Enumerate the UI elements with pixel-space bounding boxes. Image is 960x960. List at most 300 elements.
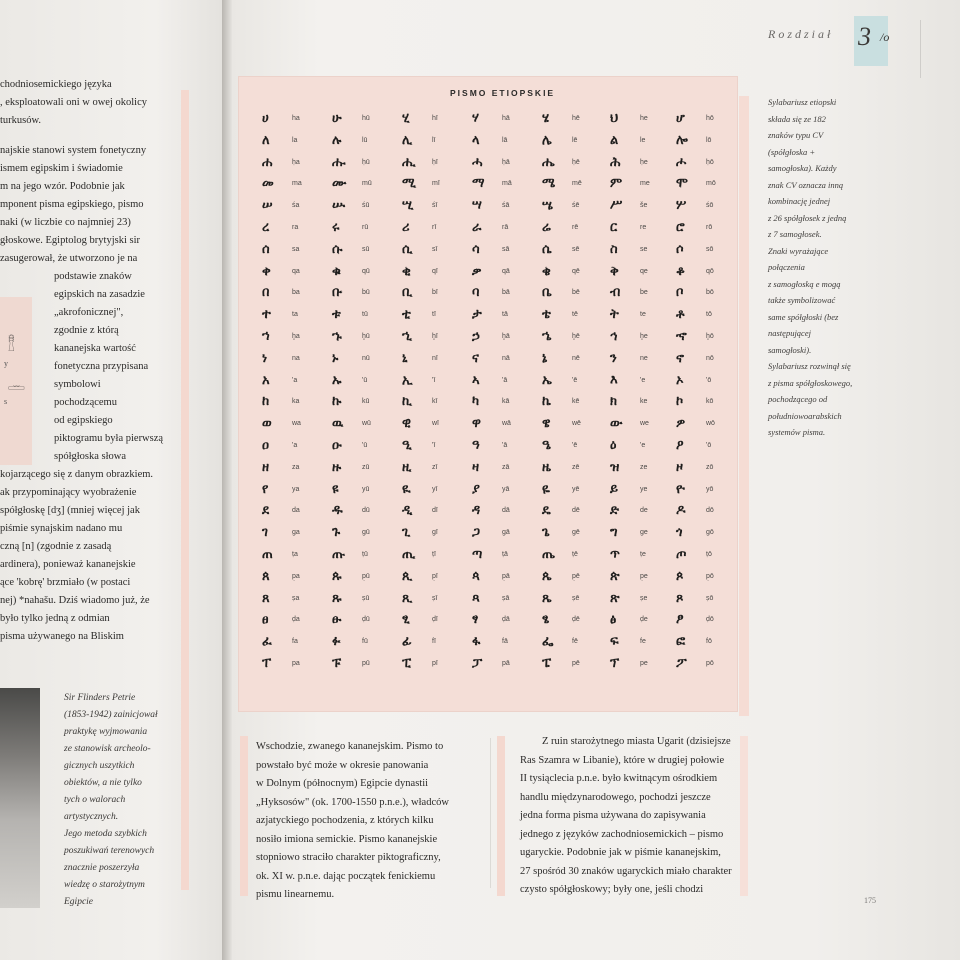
ethiopic-glyph: ፑ	[332, 656, 342, 671]
transliteration: na	[292, 354, 300, 362]
transliteration: p̣e	[640, 572, 648, 580]
ethiopic-glyph: ፀ	[262, 612, 269, 628]
ethiopic-glyph: ሰ	[262, 241, 270, 257]
ethiopic-glyph: ር	[610, 220, 618, 235]
transliteration: kē	[572, 398, 580, 406]
transliteration: 'e	[640, 442, 646, 449]
ethiopic-glyph: ቲ	[402, 307, 411, 323]
ethiopic-glyph: ዖ	[676, 438, 684, 453]
ethiopic-glyph: ሥ	[610, 198, 623, 214]
transliteration: zē	[572, 463, 580, 471]
ethiopic-glyph: ዒ	[402, 438, 412, 453]
transliteration: tī	[432, 311, 436, 319]
transliteration: sū	[362, 245, 370, 253]
transliteration: me	[640, 180, 650, 188]
transliteration: fā	[502, 638, 508, 646]
text-line: chodniosemickiego języka	[0, 79, 112, 90]
text-line: zgodnie z którą	[54, 325, 119, 336]
ethiopic-glyph: ዬ	[542, 481, 550, 497]
ethiopic-glyph: ሙ	[332, 176, 347, 192]
ethiopic-glyph: ቦ	[676, 285, 684, 301]
side-margin-bar	[739, 96, 749, 716]
side-caption-line: Znaki wyrażające	[768, 245, 829, 256]
ethiopic-glyph: ይ	[610, 481, 618, 497]
transliteration: ke	[640, 398, 648, 406]
transliteration: ṣa	[292, 594, 300, 602]
transliteration: ga	[292, 529, 300, 537]
body-line: ugaryckie. Podobnie jak w piśmie kananejskim,	[520, 847, 721, 858]
ethiopic-glyph: ሓ	[472, 154, 483, 170]
text-line: czną [n] (zgodnie z zasadą	[0, 541, 112, 552]
transliteration: ka	[292, 398, 300, 406]
ethiopic-glyph: ኣ	[472, 372, 480, 388]
ethiopic-glyph: ሞ	[676, 176, 688, 192]
transliteration: nū	[362, 354, 370, 362]
text-line: fonetyczna przypisana	[54, 361, 149, 372]
transliteration: wē	[572, 420, 581, 428]
transliteration: ya	[292, 485, 300, 493]
transliteration: le	[640, 136, 646, 144]
ethiopic-glyph: ሎ	[676, 132, 688, 148]
transliteration: gī	[432, 529, 438, 537]
ethiopic-glyph: ዮ	[676, 481, 685, 497]
transliteration: śī	[432, 202, 438, 210]
transliteration: mē	[572, 180, 582, 188]
transliteration: ḍā	[502, 616, 510, 624]
ethiopic-glyph: ቅ	[610, 263, 619, 279]
ethiopic-glyph: ፔ	[542, 656, 552, 671]
transliteration: se	[640, 245, 648, 253]
ethiopic-glyph: ሌ	[542, 132, 552, 148]
column-bar-mid	[497, 736, 505, 896]
transliteration: wa	[292, 420, 301, 428]
transliteration: 'ū	[362, 442, 368, 449]
ethiopic-glyph: ኅ	[610, 329, 618, 344]
body-line: handlu międzynarodowego, pochodzi jeszcze	[520, 791, 711, 803]
ethiopic-glyph: ሦ	[676, 198, 687, 214]
transliteration: qū	[362, 267, 370, 275]
transliteration: hī	[432, 115, 438, 122]
transliteration: gō	[706, 529, 714, 537]
transliteration: zā	[502, 463, 510, 471]
ethiopic-glyph: ሁ	[332, 111, 342, 126]
ethiopic-glyph: ዑ	[332, 438, 342, 453]
side-caption-line: Sylabariusz etiopski	[768, 97, 837, 107]
transliteration: 'ū	[362, 376, 368, 384]
ethiopic-glyph: ጰ	[262, 568, 270, 584]
transliteration: zū	[362, 463, 370, 471]
transliteration: ṭū	[362, 551, 368, 558]
chapter-suffix: /o	[880, 30, 890, 44]
ethiopic-glyph: ሴ	[542, 241, 552, 257]
transliteration: hō	[706, 115, 714, 122]
caption-line: artystycznych.	[64, 812, 119, 822]
ethiopic-glyph: ቄ	[542, 263, 551, 279]
body-line: Wschodzie, zwanego kananejskim. Pismo to	[256, 741, 444, 752]
transliteration: rū	[362, 224, 369, 231]
ethiopic-glyph: ጉ	[332, 525, 341, 541]
transliteration: bō	[706, 289, 714, 297]
side-caption-line: kombinację jednej	[768, 196, 831, 206]
transliteration: ḫī	[432, 333, 438, 340]
caption-line: praktykę wyjmowania	[64, 727, 148, 737]
transliteration: p̣a	[292, 572, 300, 580]
ethiopic-glyph: ኦ	[676, 372, 684, 388]
ethiopic-glyph: ዎ	[676, 416, 686, 432]
ethiopic-glyph: ዜ	[542, 459, 551, 475]
side-caption-line: Sylabariusz rozwinął się	[768, 361, 851, 371]
side-caption-line: samogłoska). Każdy	[768, 163, 837, 173]
ethiopic-glyph: ሢ	[402, 198, 414, 214]
transliteration: ḫē	[572, 333, 580, 340]
ethiopic-glyph: ኬ	[542, 394, 551, 410]
transliteration: nī	[432, 354, 438, 362]
ethiopic-glyph: ኮ	[676, 394, 684, 410]
transliteration: bū	[362, 289, 370, 297]
transliteration: še	[640, 202, 648, 210]
transliteration: ṭa	[292, 551, 298, 558]
transliteration: hē	[572, 115, 580, 122]
transliteration: pā	[502, 660, 510, 667]
transliteration: gū	[362, 529, 370, 537]
left-page	[0, 0, 222, 960]
ethiopic-glyph: ጌ	[542, 525, 550, 541]
ethiopic-glyph: ታ	[472, 307, 482, 323]
transliteration: ḥū	[362, 158, 370, 166]
transliteration: 'a	[292, 376, 298, 384]
ethiopic-glyph: ዴ	[542, 503, 551, 519]
hieroglyph-label: y	[4, 359, 8, 368]
ethiopic-glyph: ኖ	[676, 350, 685, 366]
ethiopic-glyph: በ	[262, 285, 270, 301]
body-line: stopniowo straciło charakter piktograficzny,	[256, 852, 441, 863]
ethiopic-glyph: ኂ	[402, 329, 412, 344]
transliteration: gē	[572, 529, 580, 537]
ethiopic-glyph: ቀ	[262, 263, 271, 279]
body-line: powstało być może w okresie panowania	[256, 759, 429, 771]
caption-line: poszukiwań terenowych	[64, 846, 155, 856]
side-caption-line: systemów pisma.	[768, 427, 826, 437]
ethiopic-glyph: ጦ	[676, 547, 687, 562]
ethiopic-glyph: ያ	[472, 481, 480, 497]
ethiopic-glyph: ዚ	[402, 459, 412, 475]
ethiopic-glyph: ኒ	[402, 350, 408, 366]
ethiopic-glyph: ን	[610, 350, 617, 366]
ethiopic-glyph: ቆ	[676, 263, 685, 279]
ethiopic-glyph: አ	[262, 372, 270, 388]
side-caption-line: składa się ze 182	[768, 113, 826, 124]
ethiopic-glyph: ፄ	[542, 612, 550, 628]
transliteration: ha	[292, 115, 300, 122]
chapter-number: 3	[858, 22, 871, 51]
text-line: spółgłoska słowa	[54, 451, 127, 462]
ethiopic-glyph: ፕ	[610, 656, 620, 671]
transliteration: p̣ā	[502, 572, 510, 580]
transliteration: qī	[432, 267, 438, 275]
ethiopic-glyph: ላ	[472, 132, 480, 148]
transliteration: yē	[572, 485, 580, 493]
ethiopic-glyph: ዘ	[262, 459, 270, 475]
transliteration: ḥō	[706, 158, 714, 166]
transliteration: ṣā	[502, 594, 510, 602]
transliteration: tō	[706, 311, 712, 319]
text-line: naki (w liczbie co najmniej 23)	[0, 217, 131, 228]
ethiopic-glyph: ኄ	[542, 329, 552, 344]
ethiopic-glyph: ብ	[610, 285, 621, 301]
text-line: zasugerował, że utworzono je na	[0, 253, 138, 264]
ethiopic-glyph: ባ	[472, 285, 480, 301]
ethiopic-glyph: ጥ	[610, 547, 620, 562]
text-line: m na jego wzór. Podobnie jak	[0, 181, 125, 192]
ethiopic-glyph: ጾ	[676, 590, 684, 606]
transliteration: nā	[502, 354, 510, 362]
transliteration: ne	[640, 354, 648, 362]
text-line: kananejska wartość	[54, 343, 136, 354]
ethiopic-glyph: ኤ	[542, 372, 552, 388]
ethiopic-glyph: ሑ	[332, 154, 346, 170]
ethiopic-glyph: ኑ	[332, 350, 339, 366]
syllabary-caption	[768, 94, 898, 441]
transliteration: ze	[640, 463, 648, 471]
ethiopic-glyph: ጤ	[542, 547, 555, 562]
ethiopic-glyph: ለ	[262, 132, 270, 148]
transliteration: 'ō	[706, 376, 712, 384]
transliteration: dē	[572, 507, 580, 515]
ethiopic-glyph: ዊ	[402, 416, 411, 432]
ethiopic-glyph: ሶ	[676, 241, 684, 257]
ethiopic-glyph: ሄ	[542, 111, 550, 126]
transliteration: ḍō	[706, 616, 714, 624]
text-line: ące 'kobrę' brzmiało (w postaci	[0, 577, 131, 588]
ethiopic-glyph: ጲ	[402, 568, 413, 584]
transliteration: wū	[362, 420, 371, 428]
transliteration: fa	[292, 638, 298, 646]
transliteration: yī	[432, 485, 438, 493]
side-caption-line: następującej	[768, 328, 811, 338]
transliteration: p̣ē	[572, 572, 580, 580]
ethiopic-glyph: ኔ	[542, 350, 548, 366]
transliteration: zī	[432, 463, 438, 471]
transliteration: kī	[432, 398, 438, 406]
ethiopic-glyph: ግ	[610, 525, 618, 541]
transliteration: 'ī	[432, 442, 436, 449]
book-gutter	[222, 0, 232, 960]
text-line: „akrofonicznej",	[54, 307, 124, 318]
ethiopic-glyph: ው	[610, 416, 623, 432]
ethiopic-glyph: ፓ	[472, 656, 483, 671]
ethiopic-glyph: ሠ	[262, 198, 273, 214]
transliteration: ḫā	[502, 333, 510, 340]
transliteration: qē	[572, 267, 580, 275]
transliteration: wā	[502, 420, 511, 428]
transliteration: 'ē	[572, 442, 578, 449]
transliteration: kā	[502, 398, 510, 406]
body-column-2	[520, 733, 752, 900]
ethiopic-glyph: ኃ	[472, 329, 480, 344]
ethiopic-glyph: ኢ	[402, 372, 413, 388]
ethiopic-glyph: ፋ	[472, 634, 481, 650]
ethiopic-glyph: ሂ	[402, 111, 410, 126]
ethiopic-glyph: ሊ	[402, 132, 413, 148]
ethiopic-glyph: ፁ	[332, 612, 342, 628]
column-bar-left	[240, 736, 248, 896]
ethiopic-glyph: ሱ	[332, 241, 343, 257]
transliteration: pī	[432, 660, 438, 667]
transliteration: śū	[362, 202, 370, 210]
transliteration: qa	[292, 267, 300, 275]
ethiopic-glyph: ዞ	[676, 459, 684, 475]
transliteration: ṣē	[572, 594, 580, 602]
ethiopic-glyph: ነ	[262, 350, 268, 366]
column-rule	[490, 738, 491, 888]
body-line: nosiło imiona semickie. Pismo kananejskie	[256, 833, 438, 845]
ethiopic-glyph: ዲ	[402, 503, 413, 519]
transliteration: mī	[432, 180, 440, 188]
ethiopic-glyph: ህ	[610, 111, 619, 126]
petrie-photo	[0, 688, 40, 908]
transliteration: pū	[362, 660, 370, 667]
ethiopic-glyph: ተ	[262, 307, 271, 323]
ethiopic-glyph: ኁ	[332, 329, 342, 344]
ethiopic-glyph: ፆ	[676, 612, 684, 628]
side-caption-line: połączenia	[768, 262, 805, 272]
ethiopic-glyph: ቤ	[542, 285, 552, 301]
transliteration: 'a	[292, 442, 298, 449]
ethiopic-glyph: ቴ	[542, 307, 551, 323]
ethiopic-glyph: ቢ	[402, 285, 413, 301]
hieroglyph-symbol: 𓊽	[8, 336, 15, 352]
transliteration: fe	[640, 638, 646, 646]
transliteration: kō	[706, 398, 714, 406]
transliteration: te	[640, 311, 646, 319]
caption-line: obiektów, a nie tylko	[64, 778, 142, 788]
text-line: ak przypominający wyobrażenie	[0, 487, 137, 498]
body-line: jedna forma pisma używana do zapisywania	[520, 810, 706, 821]
transliteration: wō	[706, 420, 715, 428]
transliteration: 'ē	[572, 376, 578, 384]
ethiopic-glyph: ፖ	[676, 656, 687, 671]
ethiopic-glyph: ዛ	[472, 459, 480, 475]
transliteration: kū	[362, 398, 370, 406]
transliteration: ra	[292, 224, 299, 231]
side-caption-line: pochodzącego od	[768, 394, 828, 404]
transliteration: zō	[706, 463, 714, 471]
text-line: pochodzącemu	[54, 397, 117, 408]
transliteration: dī	[432, 507, 438, 515]
body-line: II tysiąclecia p.n.e. było kwitnącym ośrodkiem	[520, 773, 718, 784]
side-caption-line: z samogłoską e mogą	[768, 278, 841, 289]
transliteration: sō	[706, 245, 714, 253]
transliteration: da	[292, 507, 300, 515]
transliteration: ḫa	[292, 333, 300, 340]
transliteration: rī	[432, 224, 437, 231]
ethiopic-glyph: ጎ	[676, 525, 683, 541]
body-line: jednego z języków zachodniosemickich – pismo	[520, 828, 724, 840]
transliteration: ge	[640, 529, 648, 537]
transliteration: lī	[432, 136, 436, 144]
ethiopic-glyph: ሕ	[610, 154, 621, 170]
ethiopic-glyph: ዩ	[332, 481, 339, 497]
transliteration: be	[640, 289, 648, 297]
ethiopic-glyph: ጱ	[332, 568, 342, 584]
caption-line: wiedzę o starożytnym	[64, 880, 145, 890]
transliteration: lō	[706, 136, 712, 144]
caption-line: ze stanowisk archeolo-	[64, 744, 151, 754]
body-line: pismu linearnemu.	[256, 889, 335, 900]
transliteration: ye	[640, 485, 648, 493]
hieroglyph-inset	[0, 297, 32, 465]
ethiopic-glyph: ሬ	[542, 220, 551, 235]
transliteration: qā	[502, 267, 510, 275]
transliteration: fō	[706, 638, 712, 646]
text-line: kojarzącego się z danym obrazkiem.	[0, 469, 154, 480]
text-line: od egipskiego	[54, 415, 113, 426]
column-bar-right	[740, 736, 748, 896]
transliteration: fē	[572, 638, 578, 646]
ethiopic-glyph: ዕ	[610, 438, 617, 453]
ethiopic-glyph: ሆ	[676, 111, 685, 126]
transliteration: sā	[502, 245, 510, 253]
ethiopic-glyph: ድ	[610, 503, 619, 519]
transliteration: pa	[292, 660, 300, 667]
transliteration: yū	[362, 485, 370, 493]
ethiopic-glyph: ጶ	[676, 568, 684, 584]
ethiopic-glyph: ክ	[610, 394, 618, 410]
ethiopic-glyph: ፃ	[472, 612, 479, 628]
transliteration: śē	[572, 202, 580, 210]
text-line: ismem egipskim i świadomie	[0, 163, 123, 174]
transliteration: bē	[572, 289, 580, 297]
ethiopic-glyph: ረ	[262, 220, 270, 235]
body-line: czysto spółgłoskowy; były one, jeśli chodzi	[520, 884, 704, 895]
transliteration: ḥī	[432, 158, 438, 166]
text-line: podstawie znaków	[54, 271, 132, 282]
ethiopic-glyph: ሜ	[542, 176, 556, 192]
text-line: , eksploatowali oni w owej okolicy	[0, 97, 147, 108]
transliteration: p̣ō	[706, 572, 714, 580]
transliteration: mō	[706, 180, 716, 188]
transliteration: ṣō	[706, 594, 714, 602]
transliteration: rō	[706, 224, 713, 231]
chapter-label: Rozdział	[768, 27, 834, 41]
ethiopic-glyph: ፎ	[676, 634, 686, 650]
ethiopic-glyph: ሩ	[332, 220, 340, 235]
ethiopic-glyph: ቃ	[472, 263, 482, 279]
body-column-1	[256, 738, 488, 905]
transliteration: yō	[706, 485, 714, 493]
ethiopic-glyph: ራ	[472, 220, 482, 235]
ethiopic-glyph: ዱ	[332, 503, 343, 519]
header-rule	[920, 20, 921, 78]
transliteration: ṭā	[502, 551, 508, 558]
transliteration: ḍē	[572, 616, 580, 624]
transliteration: ba	[292, 289, 300, 297]
transliteration: ḫū	[362, 333, 370, 340]
transliteration: śā	[502, 202, 510, 210]
body-line: ok. XI w. p.n.e. dając początek fenickiemu	[256, 870, 436, 882]
ethiopic-glyph: ቶ	[676, 307, 685, 323]
hieroglyph-symbol: 𓏛	[8, 380, 25, 396]
ethiopic-glyph: ፉ	[332, 634, 341, 650]
transliteration: sī	[432, 245, 438, 253]
ethiopic-glyph: ና	[472, 350, 479, 366]
body-line: Z ruin starożytnego miasta Ugarit (dzisiejsze	[542, 736, 731, 747]
ethiopic-glyph: ፂ	[402, 612, 410, 628]
text-line: nej) *nahašu. Dziś wiadomo już, że	[0, 595, 150, 606]
ethiopic-glyph: ት	[610, 307, 619, 323]
transliteration: lē	[572, 136, 578, 144]
ethiopic-glyph: ጹ	[332, 590, 342, 606]
